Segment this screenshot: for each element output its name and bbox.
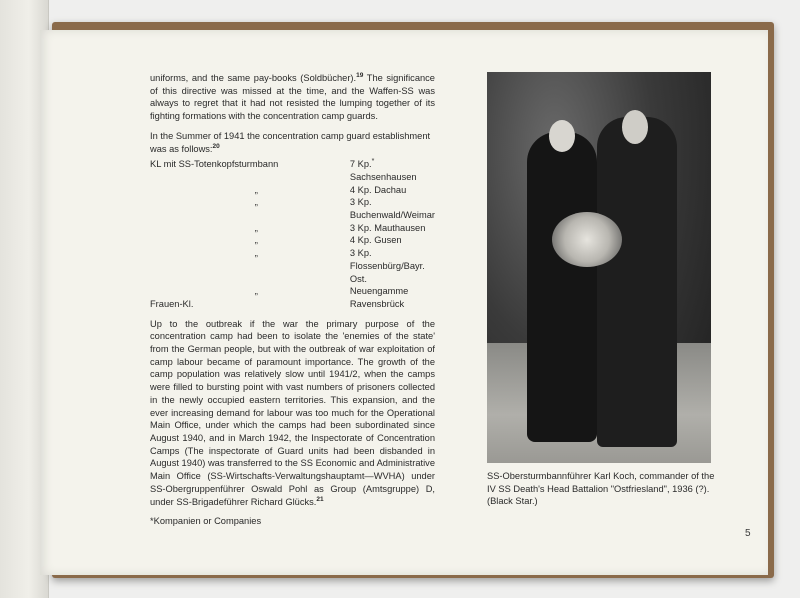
- photo-caption: SS-Obersturmbannführer Karl Koch, commander of the IV SS Death's Head Battalion "Ostfriesland", 1936 (?). (Black Star.): [487, 471, 715, 507]
- unit-cell: Frauen-Kl.: [150, 298, 194, 309]
- photo-face-woman: [549, 120, 575, 152]
- footnote-ref-21: 21: [316, 495, 324, 503]
- company-cell: 3 Kp. Mauthausen: [349, 222, 426, 233]
- table-row: [150, 234, 435, 247]
- company-cell: 4 Kp. Dachau: [349, 184, 407, 195]
- company-cell: 4 Kp. Gusen: [349, 235, 402, 246]
- footnote-ref-19: 19: [356, 71, 364, 79]
- table-row: [150, 285, 435, 298]
- company-cell: 3 Kp. Buchenwald/Weimar: [349, 197, 435, 221]
- paragraph-3: Up to the outbreak if the war the primary purpose of the concentration camp had been to isolate the 'enemies of the state' from the German people, but with the outbreak of war exploitation of camp labour became of paramount importance. The growth of the camp population was relatively slow until 1941/2, when the camps were filled to bursting point with vast numbers of prisoners collected in the newly occupied eastern territories. This expansion, and the ever increasing demand for labour was too much for the Operational Main Office, under which the camps had been subordinated since August 1940, and in March 1942, the Inspectorate of Concentration Camps (The inspectorate of Guard units had been disbanded in August 1940) was transferred to the SS Economic and Administrative Main Office (SS-Wirtschafts-Verwaltungshauptamt—WVHA) under SS-Obergruppenführer Oswald Pohl as Group (Amtsgruppe) D, under SS-Brigadeführer Richard Glücks.$^{21}$: [150, 318, 435, 507]
- paragraph-2: In the Summer of 1941 the concentration camp guard establishment was as follows:$^{20}$: [150, 130, 431, 154]
- footnote: *Kompanien or Companies: [150, 516, 262, 527]
- page-number: 5: [745, 528, 751, 539]
- ditto-cell: „: [254, 197, 258, 208]
- table-row: [150, 184, 435, 197]
- company-cell: 7 Kp.* Sachsenhausen: [349, 158, 417, 182]
- table-row: [150, 222, 435, 235]
- photo-figure-man: [597, 117, 677, 447]
- text-column: [150, 72, 435, 535]
- company-cell: 3 Kp. Flossenbürg/Bayr. Ost.: [349, 248, 425, 284]
- table-row: [150, 158, 435, 183]
- ditto-cell: „: [254, 286, 258, 297]
- ditto-cell: „: [254, 248, 258, 259]
- asterisk-mark: *: [371, 158, 375, 166]
- camp-guard-table: [150, 158, 435, 310]
- ditto-cell: „: [254, 222, 258, 233]
- photo-bouquet: [552, 212, 622, 267]
- company-cell: Neuengamme: [349, 286, 409, 297]
- photo-face-man: [622, 110, 648, 144]
- table-row: [150, 196, 435, 221]
- ditto-cell: „: [254, 184, 258, 195]
- photograph: [487, 72, 711, 463]
- ditto-cell: „: [254, 235, 258, 246]
- photo-figure-woman: [527, 132, 597, 442]
- paragraph-1: uniforms, and the same pay-books (Soldbücher).$^{19}$ The significance of this directive was missed at the time, and the Waffen-SS was always to regret that it had not resisted the lumping together of its fighting formations with the concentration camp guards.: [150, 71, 435, 122]
- company-cell: Ravensbrück: [349, 298, 405, 309]
- table-row: [150, 298, 435, 311]
- footnote-ref-20: 20: [212, 142, 220, 150]
- unit-cell: KL mit SS-Totenkopfsturmbann: [150, 159, 279, 170]
- table-row: [150, 247, 435, 285]
